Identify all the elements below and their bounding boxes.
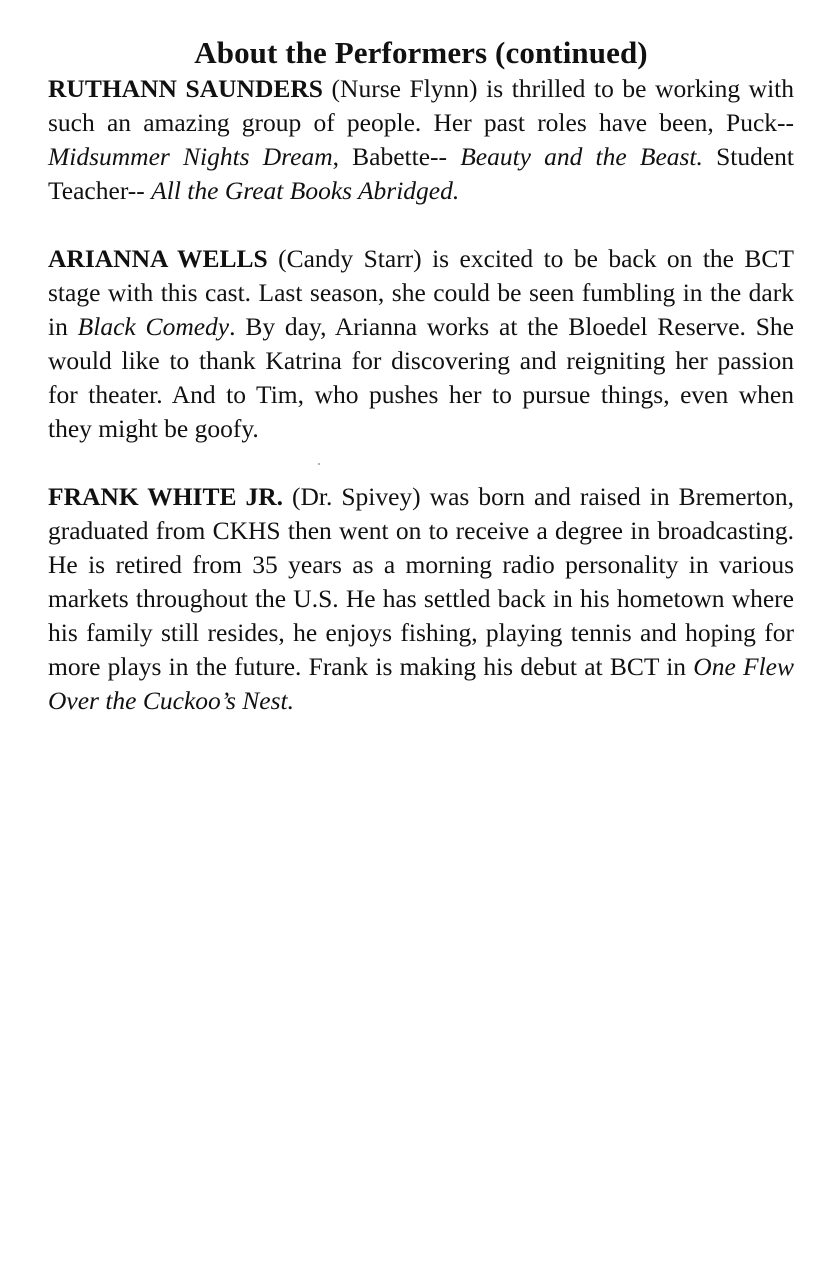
bio-arianna-wells xyxy=(48,242,794,446)
bio-text: (Nurse Flynn) is thrilled to be working with such an amazing group of people. Her past roles have been, Puck-- xyxy=(48,74,794,137)
show-title: Black Comedy xyxy=(77,312,230,341)
bio-text: (Dr. Spivey) was born and raised in Bremerton, graduated from CKHS then went on to receive a degree in broadcasting. He is retired from 35 years as a morning radio personality in various markets throughout the U.S. He has settled back in his hometown where his family still resides, he enjoys fishing, playing tennis and hoping for more plays in the future. Frank is making his debut at BCT in xyxy=(48,482,794,681)
page-title: About the Performers (continued) xyxy=(194,35,648,70)
performer-name: FRANK WHITE JR. xyxy=(48,482,283,511)
bio-text: Student Teacher-- xyxy=(48,142,794,205)
show-title: Midsummer Nights Dream xyxy=(48,142,333,171)
bio-text: , Babette-- xyxy=(332,142,461,171)
show-title: All the Great Books Abridged. xyxy=(151,176,460,205)
bio-frank-white-jr xyxy=(48,480,794,718)
bio-ruthann-saunders xyxy=(48,72,794,208)
performer-name: ARIANNA WELLS xyxy=(48,244,268,273)
bio-text: (Candy Starr) is excited to be back on the BCT stage with this cast. Last season, she could be seen fumbling in the dark in xyxy=(48,244,794,341)
show-title: Beauty and the Beast. xyxy=(460,142,703,171)
scan-speck xyxy=(318,463,320,465)
performers-page xyxy=(48,34,794,718)
show-title: One Flew Over the Cuckoo’s Nest. xyxy=(48,652,794,715)
performer-name: RUTHANN SAUNDERS xyxy=(48,74,323,103)
bio-text: . By day, Arianna works at the Bloedel Reserve. She would like to thank Katrina for discovering and reigniting her passion for theater. And to Tim, who pushes her to pursue things, even when they might be goofy. xyxy=(48,312,794,443)
